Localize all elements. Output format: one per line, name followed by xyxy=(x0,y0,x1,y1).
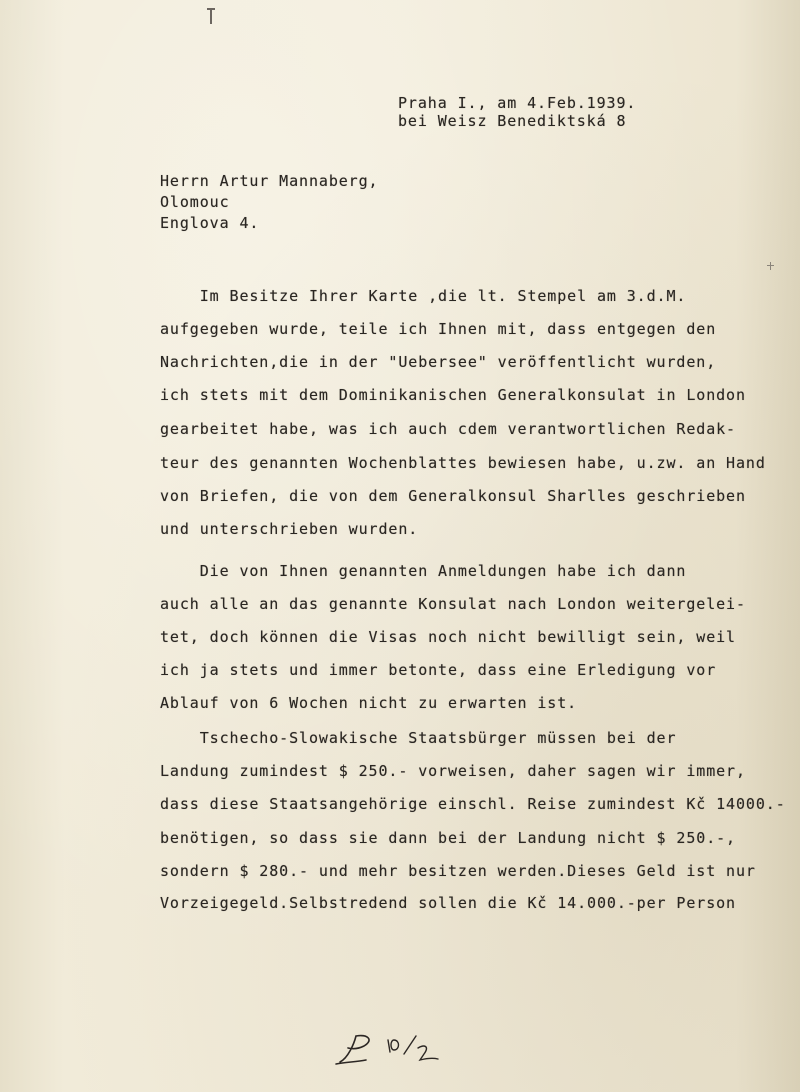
recipient-city: Olomouc xyxy=(160,193,230,211)
recipient-name: Herrn Artur Mannaberg, xyxy=(160,172,379,190)
date-line: Praha I., am 4.Feb.1939. xyxy=(398,94,637,112)
body-line: Ablauf von 6 Wochen nicht zu erwarten ist. xyxy=(160,694,578,712)
handwritten-page-mark xyxy=(334,1032,454,1072)
body-line: aufgegeben wurde, teile ich Ihnen mit, dass entgegen den xyxy=(160,320,717,338)
body-line: gearbeitet habe, was ich auch cdem verantwortlichen Redak- xyxy=(160,420,736,438)
body-line: benötigen, so dass sie dann bei der Landung nicht $ 250.-, xyxy=(160,829,736,847)
margin-pencil-mark xyxy=(770,262,771,270)
body-line: Landung zumindest $ 250.- vorweisen, daher sagen wir immer, xyxy=(160,762,746,780)
body-line: von Briefen, die von dem Generalkonsul Sharlles geschrieben xyxy=(160,487,746,505)
body-line: Die von Ihnen genannten Anmeldungen habe ich dann xyxy=(160,562,687,580)
body-line: Im Besitze Ihrer Karte ,die lt. Stempel am 3.d.M. xyxy=(160,287,687,305)
recipient-street: Englova 4. xyxy=(160,214,260,232)
body-line: tet, doch können die Visas noch nicht bewilligt sein, weil xyxy=(160,628,736,646)
body-line: Vorzeigegeld.Selbstredend sollen die Kč 14.000.-per Person xyxy=(160,894,736,912)
body-line: ich ja stets und immer betonte, dass eine Erledigung vor xyxy=(160,661,717,679)
body-line: Tschecho-Slowakische Staatsbürger müssen bei der xyxy=(160,729,677,747)
top-pencil-mark xyxy=(210,8,212,24)
body-line: und unterschrieben wurden. xyxy=(160,520,419,538)
body-line: dass diese Staatsangehörige einschl. Reise zumindest Kč 14000.- xyxy=(160,795,786,813)
body-line: ich stets mit dem Dominikanischen Generalkonsulat in London xyxy=(160,386,746,404)
sender-address-line: bei Weisz Benediktská 8 xyxy=(398,112,627,130)
body-line: sondern $ 280.- und mehr besitzen werden.Dieses Geld ist nur xyxy=(160,862,756,880)
body-line: teur des genannten Wochenblattes bewiesen habe, u.zw. an Hand xyxy=(160,454,766,472)
body-line: auch alle an das genannte Konsulat nach London weitergelei- xyxy=(160,595,746,613)
body-line: Nachrichten,die in der "Uebersee" veröffentlicht wurden, xyxy=(160,353,717,371)
